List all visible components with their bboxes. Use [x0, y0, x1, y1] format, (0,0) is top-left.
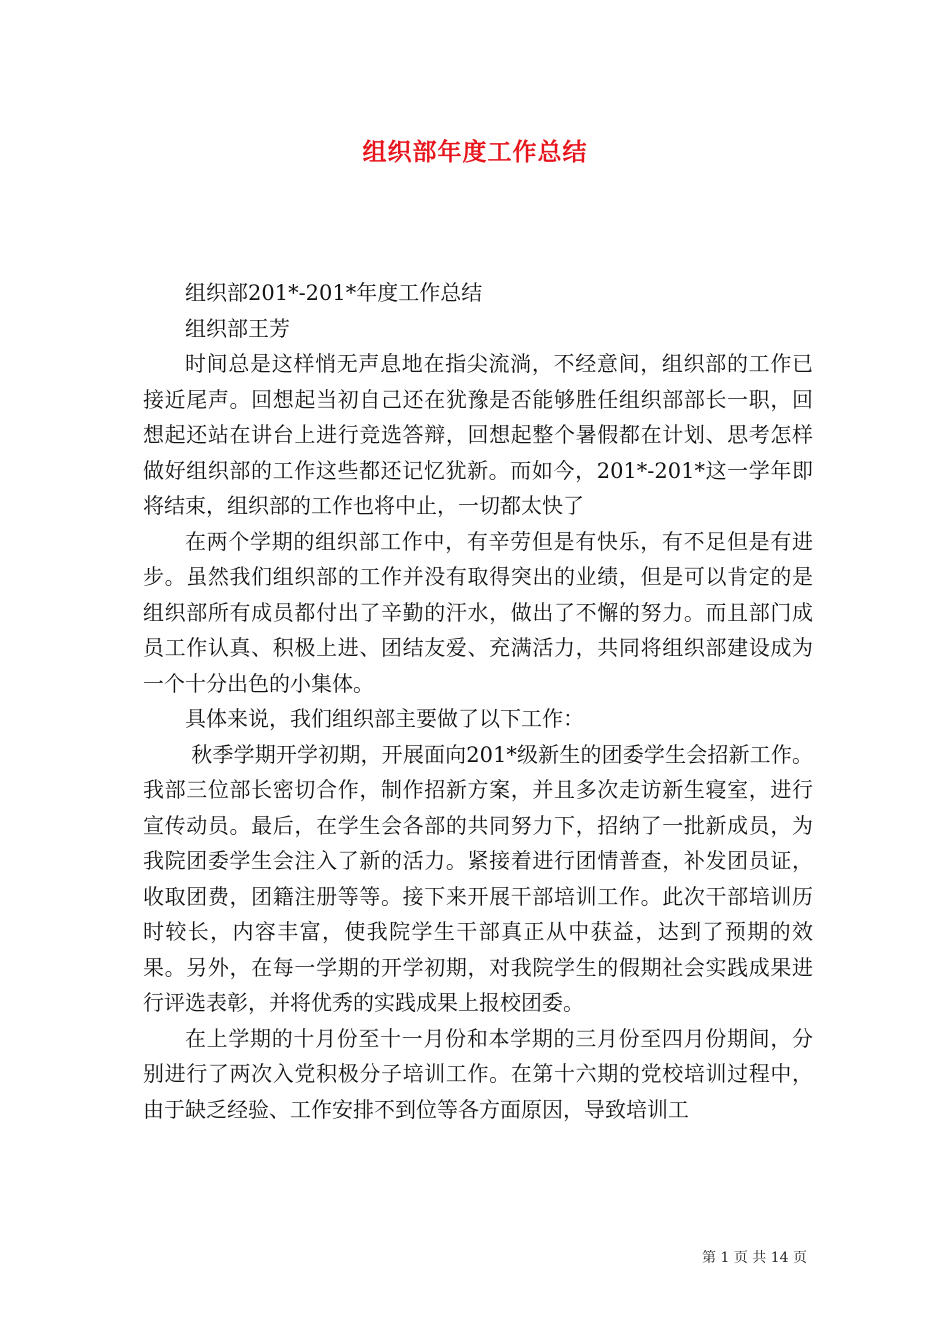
- document-body: [143, 276, 813, 1128]
- paragraph: 具体来说，我们组织部主要做了以下工作：: [185, 707, 584, 731]
- paragraph: 在两个学期的组织部工作中，有辛劳但是有快乐，有不足但是有进步。虽然我们组织部的工作并没有取得突出的业绩，但是可以肯定的是组织部所有成员都付出了辛勤的汗水，做出了不懈的努力。而且部门成员工作认真、积极上进、团结友爱、充满活力，共同将组织部建设成为一个十分出色的小集体。: [143, 529, 813, 696]
- paragraph: 时间总是这样悄无声息地在指尖流淌，不经意间，组织部的工作已接近尾声。回想起当初自己还在犹豫是否能够胜任组织部部长一职，回想起还站在讲台上进行竞选答辩，回想起整个暑假都在计划、思考怎样做好组织部的工作这些都还记忆犹新。而如今，201*-201*这一学年即将结束，组织部的工作也将中止，一切都太快了: [143, 352, 813, 518]
- document-title: 组织部年度工作总结: [362, 137, 588, 166]
- paragraph-author: 组织部王芳: [185, 316, 290, 341]
- paragraph: 在上学期的十月份至十一月份和本学期的三月份至四月份期间，分别进行了两次入党积极分子培训工作。在第十六期的党校培训过程中，由于缺乏经验、工作安排不到位等各方面原因，导致培训工: [143, 1026, 813, 1122]
- page-number-footer: 第 1 页 共 14 页: [702, 1250, 807, 1266]
- paragraph: 秋季学期开学初期，开展面向201*级新生的团委学生会招新工作。我部三位部长密切合作，制作招新方案，并且多次走访新生寝室，进行宣传动员。最后，在学生会各部的共同努力下，招纳了一批新成员，为我院团委学生会注入了新的活力。紧接着进行团情普查，补发团员证，收取团费，团籍注册等等。接下来开展干部培训工作。此次干部培训历时较长，内容丰富，使我院学生干部真正从中获益，达到了预期的效果。另外，在每一学期的开学初期，对我院学生的假期社会实践成果进行评选表彰，并将优秀的实践成果上报校团委。: [143, 742, 813, 1015]
- paragraph-subtitle: 组织部201*-201*年度工作总结: [185, 281, 483, 305]
